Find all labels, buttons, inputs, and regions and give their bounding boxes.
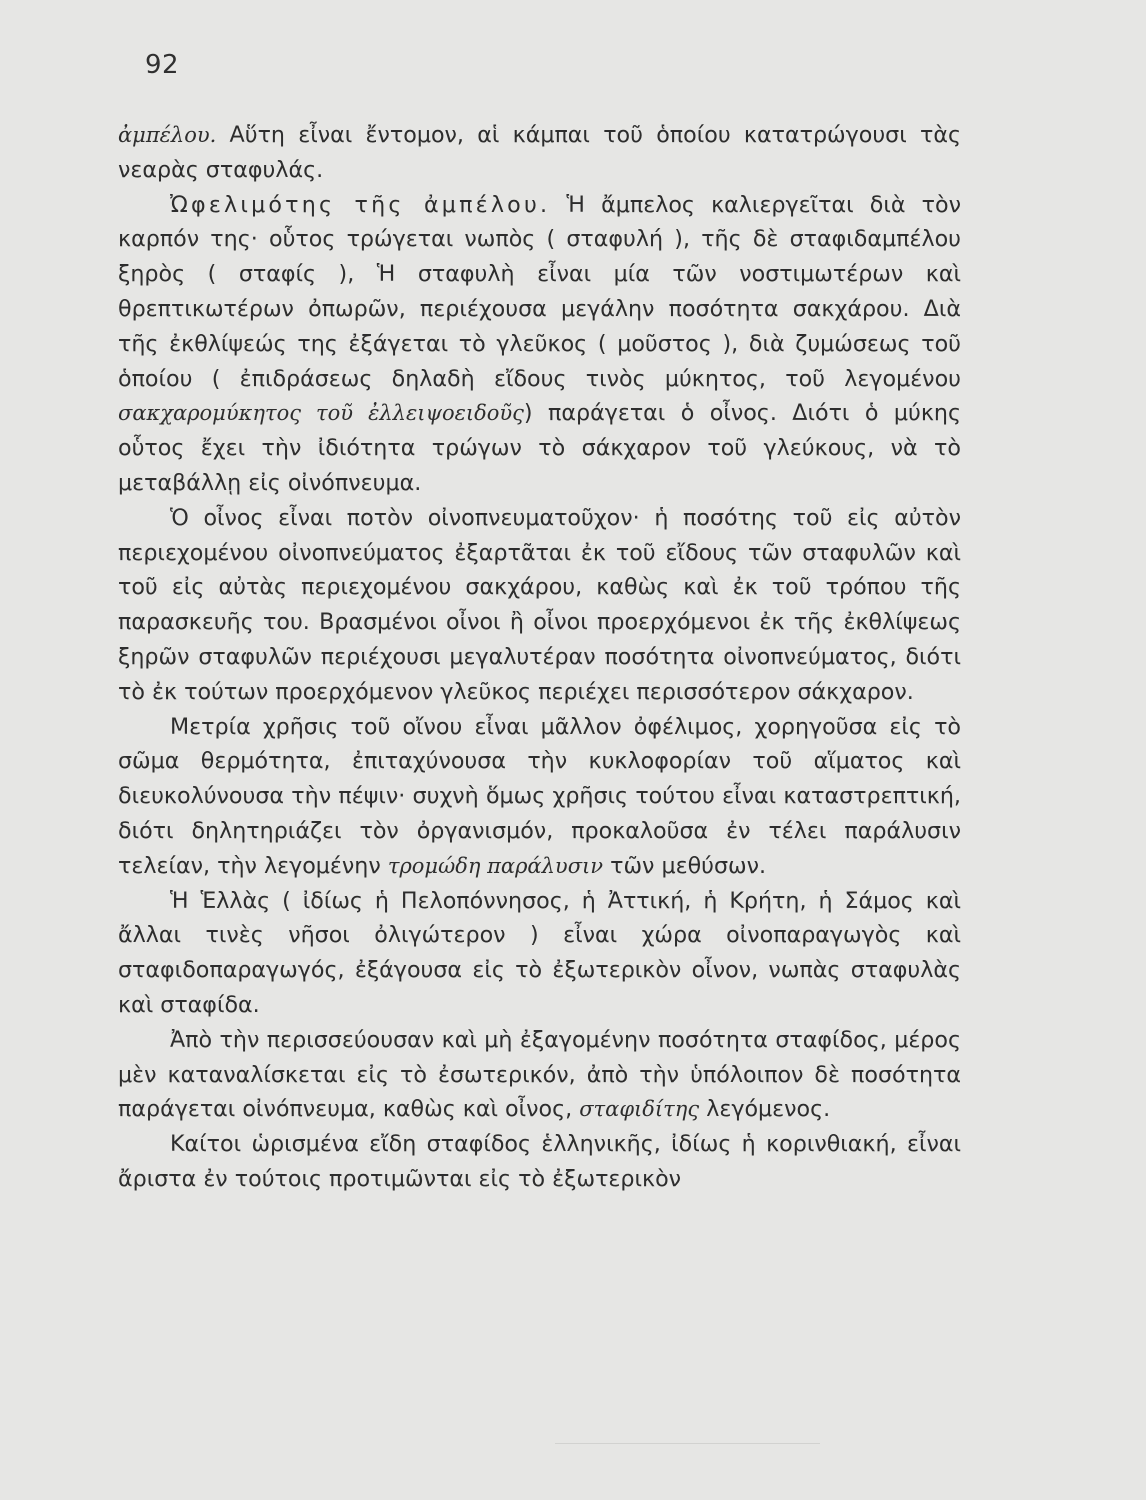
paragraph-wine-use [118,710,961,884]
paragraph-text: Αὕτη εἶναι ἔντομον, αἱ κάμπαι τοῦ ὁποίου κατατρώγουσι τὰς νεαρὰς σταφυλάς. [118,122,961,183]
faint-bottom-rule [555,1443,820,1444]
paragraph-greece: Ἡ Ἑλλὰς ( ἰδίως ἡ Πελοπόννησος, ἡ Ἀττική, ἡ Κρήτη, ἡ Σάμος καὶ ἄλλαι τινὲς νῆσοι ὀλιγώτερον ) εἶναι χώρα οἰνοπαραγωγὸς καὶ σταφιδοπαραγωγός, ἐξάγουσα εἰς τὸ ἐξωτερικὸν οἶνον, νωπὰς σταφυλὰς καὶ σταφίδα. [118,887,961,1018]
italic-word: ἀμπέλου. [118,123,217,147]
paragraph-text: Ἀπὸ τὴν περισσεύουσαν καὶ μὴ ἐξαγομένην ποσότητα σταφίδος, μέρος μὲν καταναλίσκεται εἰς τὸ ἐσωτερικόν, ἀπὸ τὴν ὑπόλοιπον δὲ ποσότητα παράγεται οἰνόπνευμα, καθὼς καὶ οἶνος, [118,1026,961,1123]
paragraph-text: λεγόμενος. [699,1096,831,1123]
paragraph-raisin [118,1023,961,1127]
section-heading: Ὠφελιμότης τῆς ἀμπέλου. [170,191,551,218]
page-body-text [118,118,961,1197]
paragraph-continuation [118,118,961,188]
italic-term: τρομώδη παράλυσιν [387,853,604,878]
italic-term: σταφιδίτης [579,1097,700,1122]
paragraph-text: Μετρία χρῆσις τοῦ οἴνου εἶναι μᾶλλον ὀφέλιμος, χορηγοῦσα εἰς τὸ σῶμα θερμότητα, ἐπιταχύνουσα τὴν κυκλοφορίαν τοῦ αἵματος καὶ διευκολύνουσα τὴν πέψιν· συχνὴ ὅμως χρῆσις τούτου εἶναι καταστρεπτική, διότι δηλητηριάζει τὸν ὀργανισμόν, προκαλοῦσα ἐν τέλει παράλυσιν τελείαν, τὴν λεγομένην [118,713,961,879]
paragraph-wine: Ὁ οἶνος εἶναι ποτὸν οἰνοπνευματοῦχον· ἡ ποσότης τοῦ εἰς αὐτὸν περιεχομένου οἰνοπνεύματος ἐξαρτᾶται ἐκ τοῦ εἴδους τῶν σταφυλῶν καὶ τοῦ εἰς αὐτὰς περιεχομένου σακχάρου, καθὼς καὶ ἐκ τοῦ τρόπου τῆς παρασκευῆς του. Βρασμένοι οἶνοι ἢ οἶνοι προερχόμενοι ἐκ τῆς ἐκθλίψεως ξηρῶν σταφυλῶν περιέχουσι μεγαλυτέραν ποσότητα οἰνοπνεύματος, διότι τὸ ἐκ τούτων προερχόμενον γλεῦκος περιέχει περισσότερον σάκχαρον. [118,504,961,705]
paragraph-text: ) παράγεται ὁ οἶνος. Διότι ὁ μύκης οὗτος ἔχει τὴν ἰδιότητα τρώγων τὸ σάκχαρον τοῦ γλεύκους, νὰ τὸ μεταβάλλῃ εἰς οἰνόπνευμα. [118,400,961,496]
paragraph-usefulness [118,188,961,501]
paragraph-raisin-types: Καίτοι ὡρισμένα εἴδη σταφίδος ἑλληνικῆς, ἰδίως ἡ κορινθιακή, εἶναι ἄριστα ἐν τούτοις προτιμῶνται εἰς τὸ ἐξωτερικὸν [118,1131,961,1192]
page-number: 92 [145,50,180,80]
paragraph-text: Ἡ ἄμπελος καλιεργεῖται διὰ τὸν καρπόν της· οὗτος τρώγεται νωπὸς ( σταφυλή ), τῆς δὲ σταφιδαμπέλου ξηρὸς ( σταφίς ), Ἡ σταφυλὴ εἶναι μία τῶν νοστιμωτέρων καὶ θρεπτικωτέρων ὀπωρῶν, περιέχουσα μεγάλην ποσότητα σακχάρου. Διὰ τῆς ἐκθλίψεώς της ἐξάγεται τὸ γλεῦκος ( μοῦστος ), διὰ ζυμώσεως τοῦ ὁποίου ( ἐπιδράσεως δηλαδὴ εἴδους τινὸς μύκητος, τοῦ λεγομένου [118,191,961,392]
italic-term: σακχαρομύκητος τοῦ ἐλλειψοειδοῦς [118,401,524,426]
paragraph-text: τῶν μεθύσων. [603,852,767,879]
